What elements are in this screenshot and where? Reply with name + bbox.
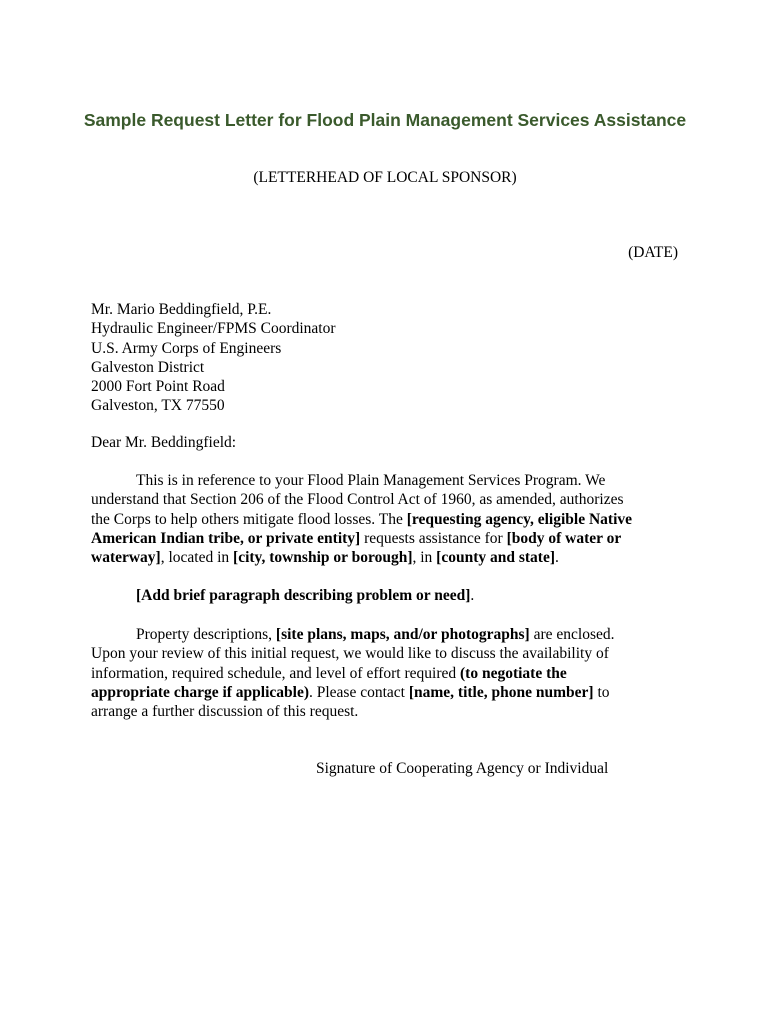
placeholder-problem-description: [Add brief paragraph describing problem or need] bbox=[136, 587, 471, 604]
text-span: the Corps to help others mitigate flood losses. The bbox=[91, 510, 407, 528]
paragraph-line bbox=[91, 529, 691, 548]
paragraph-line: understand that Section 206 of the Flood Control Act of 1960, as amended, authorizes bbox=[91, 491, 624, 509]
paragraph-reference bbox=[91, 471, 691, 567]
recipient-address bbox=[91, 300, 336, 416]
paragraph-line bbox=[91, 510, 691, 529]
placeholder-requesting-agency-cont: American Indian tribe, or private entity] bbox=[91, 529, 361, 547]
text-span: to bbox=[593, 683, 610, 701]
paragraph-enclosures bbox=[91, 625, 691, 721]
placeholder-county-state: [county and state] bbox=[436, 549, 556, 567]
paragraph-line bbox=[91, 548, 691, 567]
paragraph-problem bbox=[91, 586, 691, 605]
placeholder-requesting-agency: [requesting agency, eligible Native bbox=[406, 510, 633, 528]
text-span: are enclosed. bbox=[529, 626, 615, 643]
placeholder-site-plans: [site plans, maps, and/or photographs] bbox=[275, 626, 530, 643]
text-span: . bbox=[555, 549, 559, 567]
text-span: . bbox=[470, 587, 475, 604]
placeholder-city: [city, township or borough] bbox=[233, 549, 413, 567]
paragraph-line bbox=[91, 586, 691, 605]
recipient-city-state-zip: Galveston, TX 77550 bbox=[91, 397, 225, 415]
text-span: , in bbox=[412, 549, 437, 567]
recipient-street: 2000 Fort Point Road bbox=[91, 378, 225, 396]
paragraph-line: This is in reference to your Flood Plain Management Services Program. We bbox=[136, 472, 606, 489]
text-span: , located in bbox=[160, 549, 234, 567]
placeholder-charge-note: (to negotiate the bbox=[460, 664, 567, 682]
letterhead-placeholder: (LETTERHEAD OF LOCAL SPONSOR) bbox=[253, 169, 517, 186]
text-span: information, required schedule, and level of effort required bbox=[91, 664, 460, 682]
signature-line: Signature of Cooperating Agency or Individual bbox=[316, 760, 609, 777]
text-span: requests assistance for bbox=[360, 529, 507, 547]
placeholder-contact: [name, title, phone number] bbox=[408, 683, 594, 701]
paragraph-line bbox=[91, 625, 691, 644]
document-title: Sample Request Letter for Flood Plain Management Services Assistance bbox=[83, 110, 687, 130]
text-span: Property descriptions, bbox=[136, 626, 276, 643]
placeholder-charge-note-cont: appropriate charge if applicable) bbox=[91, 683, 309, 701]
paragraph-line bbox=[91, 664, 691, 683]
salutation: Dear Mr. Beddingfield: bbox=[91, 434, 237, 451]
text-span: . Please contact bbox=[309, 683, 409, 701]
paragraph-line: Upon your review of this initial request, we would like to discuss the availability of bbox=[91, 645, 609, 663]
recipient-name: Mr. Mario Beddingfield, P.E. bbox=[91, 301, 272, 318]
paragraph-line: arrange a further discussion of this request. bbox=[91, 703, 359, 721]
placeholder-body-of-water: [body of water or bbox=[506, 529, 622, 547]
recipient-title: Hydraulic Engineer/FPMS Coordinator bbox=[91, 320, 336, 338]
date-placeholder: (DATE) bbox=[628, 244, 678, 261]
placeholder-body-of-water-cont: waterway] bbox=[91, 549, 161, 567]
recipient-district: Galveston District bbox=[91, 358, 205, 376]
paragraph-line bbox=[91, 683, 691, 702]
recipient-organization: U.S. Army Corps of Engineers bbox=[91, 339, 282, 357]
